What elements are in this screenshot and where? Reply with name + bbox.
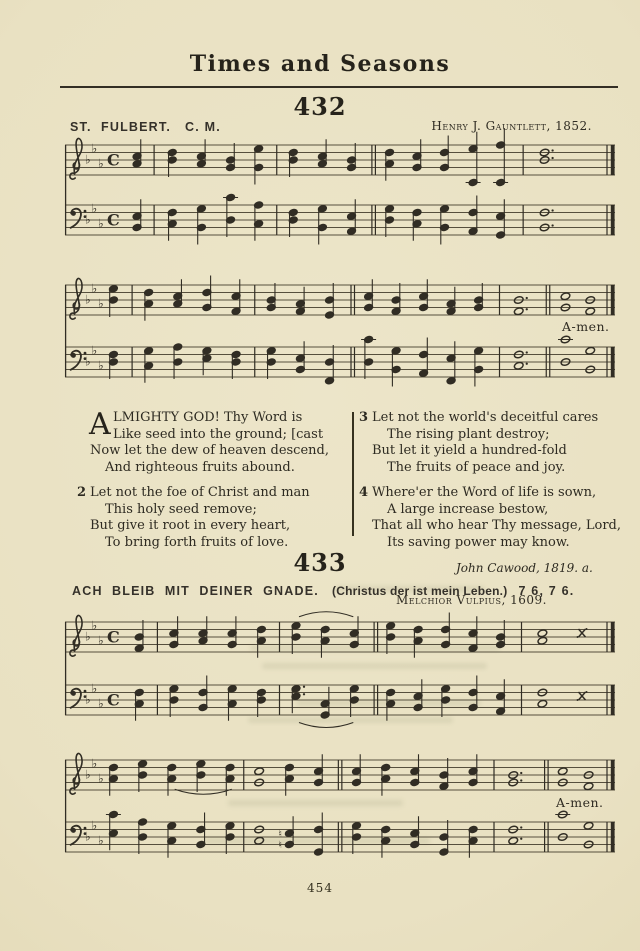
section-title: Times and Seasons	[189, 51, 451, 77]
verse	[359, 410, 634, 476]
verse-line: The fruits of peace and joy.	[387, 459, 566, 475]
svg-text:C: C	[107, 150, 120, 170]
svg-text:♭: ♭	[85, 829, 91, 844]
verse-line: Let not the world's deceitful cares	[372, 410, 599, 425]
svg-text:♭: ♭	[98, 771, 104, 786]
svg-text:♭: ♭	[98, 358, 104, 373]
svg-text:♭: ♭	[98, 296, 104, 311]
title-rule	[60, 86, 618, 88]
svg-text:♭: ♭	[91, 201, 98, 216]
music-system-433-system-1	[65, 612, 615, 728]
tune-name-432: ST. FULBERT. C. M.	[70, 120, 221, 134]
music-system-433-system-2	[65, 753, 615, 857]
svg-text:♭: ♭	[98, 156, 104, 171]
verse-line: The rising plant destroy;	[387, 426, 550, 442]
svg-text:♭: ♭	[91, 343, 98, 358]
verse-line: But let it yield a hundred-fold	[372, 443, 567, 458]
svg-text:♭: ♭	[85, 767, 91, 782]
svg-text:♭: ♭	[85, 692, 91, 707]
tune-meter-433: 7 6, 7 6.	[518, 584, 575, 598]
hymn-number-433: 433	[293, 548, 347, 577]
verse-line: To bring forth fruits of love.	[105, 534, 289, 550]
amen-label-432: A-men.	[562, 319, 610, 334]
hymn-attribution: John Cawood, 1819. a.	[456, 561, 593, 575]
verse-line: And righteous fruits abound.	[105, 459, 295, 475]
svg-text:♭: ♭	[91, 818, 98, 833]
svg-text:♭: ♭	[98, 216, 104, 231]
music-system-432-system-1	[65, 128, 615, 245]
svg-text:C: C	[107, 690, 120, 710]
verse-line: Where'er the Word of life is sown,	[372, 485, 597, 500]
svg-text:♭: ♭	[91, 141, 98, 156]
verse-line: But give it root in every heart,	[90, 518, 291, 533]
verse	[359, 485, 634, 551]
tune-name-433: ACH BLEIB MIT DEINER GNADE.	[72, 584, 319, 598]
verse-line: A large increase bestow,	[387, 501, 549, 517]
verse	[77, 485, 352, 551]
amen-label-433: A-men.	[556, 795, 604, 810]
svg-text:♮: ♮	[278, 828, 282, 840]
svg-text:♭: ♭	[85, 629, 91, 644]
svg-text:♭: ♭	[85, 212, 91, 227]
svg-text:C: C	[107, 210, 120, 230]
svg-text:♭: ♭	[91, 756, 98, 771]
verse-line: This holy seed remove;	[105, 501, 257, 517]
page-number: 454	[307, 881, 333, 895]
verse-number: 4	[359, 485, 369, 500]
verse-line: Let not the foe of Christ and man	[90, 485, 310, 500]
svg-text:♭: ♭	[85, 152, 91, 167]
tune-subtitle-433: (Christus der ist mein Leben.)	[332, 584, 508, 598]
svg-text:♭: ♭	[91, 281, 98, 296]
verse-line: That all who hear Thy message, Lord,	[372, 518, 622, 533]
svg-text:♭: ♭	[91, 681, 98, 696]
svg-text:♭: ♭	[85, 292, 91, 307]
svg-text:♭: ♭	[98, 633, 104, 648]
composer-432: Henry J. Gauntlett, 1852.	[431, 119, 592, 133]
svg-text:♭: ♭	[98, 833, 104, 848]
verse-line: LMIGHTY GOD! Thy Word is	[113, 410, 303, 425]
verse-line: Now let the dew of heaven descend,	[90, 443, 329, 458]
svg-text:♭: ♭	[98, 696, 104, 711]
drop-cap: A	[89, 407, 111, 442]
verse	[89, 407, 352, 476]
svg-text:C: C	[107, 627, 120, 647]
verse-line: Its saving power may know.	[387, 534, 570, 550]
verse-number: 3	[359, 410, 369, 425]
svg-text:♮: ♮	[278, 840, 282, 851]
verse-column-left	[77, 407, 352, 560]
composer-433: Melchior Vulpius, 1609.	[395, 593, 547, 607]
hymn-number-432: 432	[293, 92, 347, 121]
svg-text:♭: ♭	[91, 618, 98, 633]
verse-number: 2	[77, 485, 87, 500]
column-divider	[352, 412, 354, 536]
verse-line: Like seed into the ground; [cast	[113, 426, 324, 442]
svg-text:♭: ♭	[85, 354, 91, 369]
music-system-432-system-2	[65, 276, 615, 387]
